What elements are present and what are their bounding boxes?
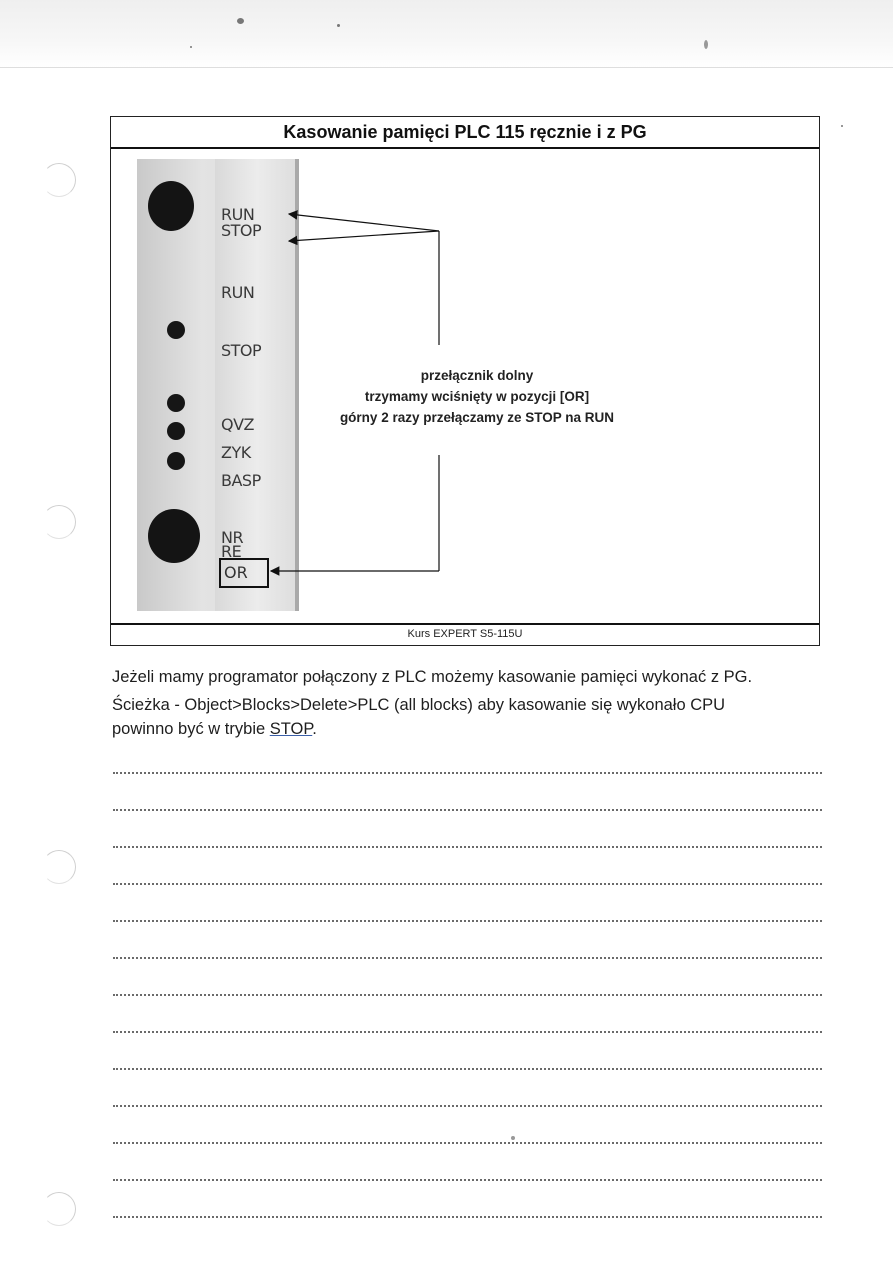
label-led-basp: BASP — [221, 471, 261, 490]
scan-speck — [704, 40, 708, 49]
label-led-run: RUN — [221, 283, 255, 302]
scan-edge-line — [0, 67, 893, 68]
writing-line — [113, 994, 822, 996]
body-line-path: Ścieżka - Object>Blocks>Delete>PLC (all blocks) aby kasowanie się wykonało CPU — [112, 696, 726, 714]
punch-hole-mark — [42, 1192, 76, 1226]
label-switch-nr: NR — [221, 528, 244, 547]
body-line: Jeżeli mamy programator połączony z PLC możemy kasowanie pamięci wykonać z PG. — [112, 668, 753, 686]
punch-hole-mark — [42, 163, 76, 197]
body-line-mode-prefix: powinno być w trybie — [112, 720, 270, 738]
writing-line — [113, 883, 822, 885]
scan-speck — [190, 46, 192, 48]
writing-line — [113, 1068, 822, 1070]
writing-line — [113, 1142, 822, 1144]
label-led-qvz: QVZ — [221, 415, 254, 434]
arrow-to-stop-switch — [289, 231, 439, 241]
writing-line — [113, 1105, 822, 1107]
mode-stop-underlined: STOP — [269, 720, 313, 738]
label-led-zyk: ZYK — [221, 443, 251, 462]
scan-speck — [511, 1136, 515, 1140]
label-led-stop: STOP — [221, 341, 262, 360]
scan-speck — [237, 18, 244, 24]
writing-line — [113, 920, 822, 922]
body-line — [112, 693, 832, 741]
label-switch-or: OR — [224, 563, 248, 582]
label-switch-stop: STOP — [221, 221, 262, 240]
slide-footer: Kurs EXPERT S5-115U — [407, 628, 523, 640]
label-switch-re: RE — [221, 542, 242, 561]
writing-line — [113, 809, 822, 811]
annotation-line: górny 2 razy przełączamy ze STOP na RUN — [339, 410, 615, 425]
writing-line — [113, 1179, 822, 1181]
arrow-to-run-switch — [289, 214, 439, 231]
scan-speck — [337, 24, 340, 27]
punch-hole-mark — [42, 505, 76, 539]
punch-hole-mark — [42, 850, 76, 884]
scan-speck — [841, 125, 843, 127]
writing-line — [113, 1216, 822, 1218]
body-line-mode-suffix: . — [312, 720, 317, 738]
annotation-line: trzymamy wciśnięty w pozycji [OR] — [364, 389, 590, 404]
slide-title: Kasowanie pamięci PLC 115 ręcznie i z PG — [283, 122, 647, 142]
writing-line — [113, 772, 822, 774]
body-paragraph — [112, 665, 832, 741]
writing-line — [113, 957, 822, 959]
label-switch-run: RUN — [221, 205, 255, 224]
annotation-line: przełącznik dolny — [420, 368, 534, 383]
slide-frame — [110, 116, 820, 646]
scan-top-shading — [0, 0, 893, 68]
annotation-text — [287, 365, 667, 428]
writing-line — [113, 846, 822, 848]
writing-line — [113, 1031, 822, 1033]
